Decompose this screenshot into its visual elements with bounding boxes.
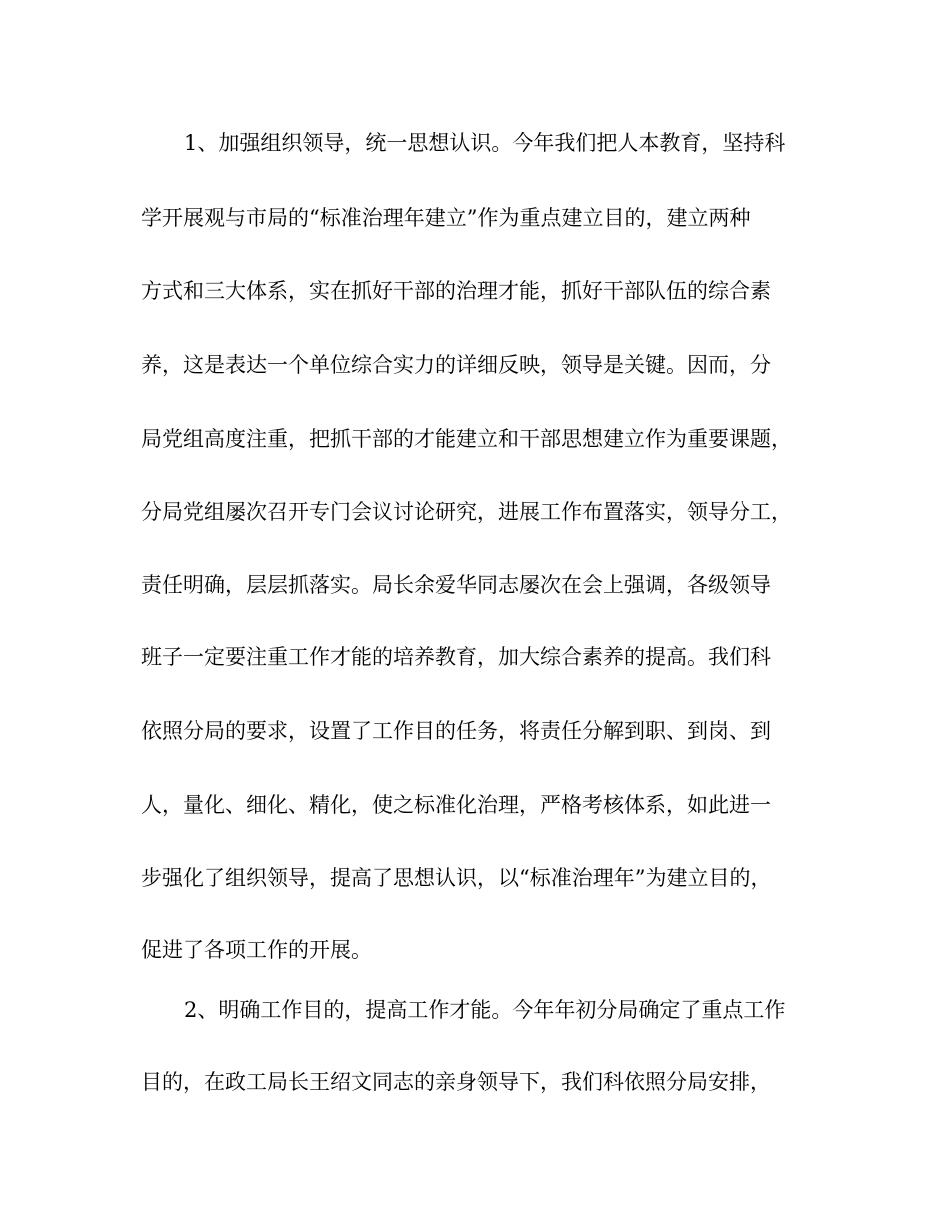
paragraph-1-line-10: 人，量化、细化、精化，使之标准化治理，严格考核体系，如此进一 [141,793,771,817]
paragraph-1-line-11: 步强化了组织领导，提高了思想认识，以“标准治理年”为建立目的， [141,866,772,890]
paragraph-1-line-3: 方式和三大体系，实在抓好干部的治理才能，抓好干部队伍的综合素 [141,279,771,303]
paragraph-1-line-5: 局党组高度注重，把抓干部的才能建立和干部思想建立作为重要课题， [141,427,792,451]
paragraph-1-line-12: 促进了各项工作的开展。 [141,938,372,962]
paragraph-1-line-2: 学开展观与市局的“标准治理年建立”作为重点建立目的，建立两种 [141,206,751,230]
paragraph-1-line-1: 1、加强组织领导，统一思想认识。今年我们把人本教育，坚持科 [184,131,786,155]
paragraph-1-line-6: 分局党组屡次召开专门会议讨论研究，进展工作布置落实，领导分工， [141,500,792,524]
paragraph-2-line-1: 2、明确工作目的，提高工作才能。今年年初分局确定了重点工作 [184,998,786,1022]
paragraph-1-line-8: 班子一定要注重工作才能的培养教育，加大综合素养的提高。我们科 [141,645,771,669]
paragraph-1-line-9: 依照分局的要求，设置了工作目的任务，将责任分解到职、到岗、到 [141,719,771,743]
paragraph-1-line-4: 养，这是表达一个单位综合实力的详细反映，领导是关键。因而，分 [141,353,771,377]
paragraph-2-line-2: 目的，在政工局长王绍文同志的亲身领导下，我们科依照分局安排， [141,1070,771,1094]
paragraph-1-line-7: 责任明确，层层抓落实。局长余爱华同志屡次在会上强调，各级领导 [141,573,771,597]
